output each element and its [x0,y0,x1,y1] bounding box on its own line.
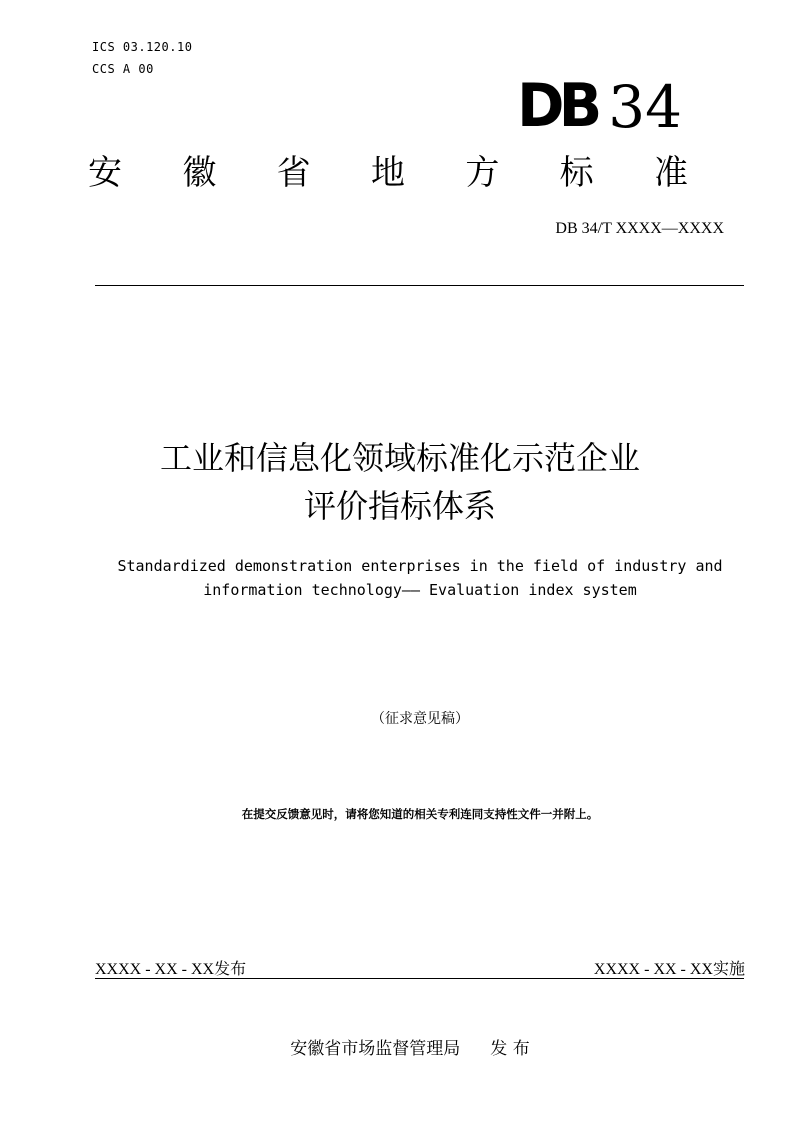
english-title-line2: information technology—— Evaluation index system [203,581,637,599]
top-divider [95,285,744,286]
standard-type-char: 准 [653,153,688,193]
logo-letters: DB [516,71,597,141]
issuer-name: 安徽省市场监督管理局 [290,1039,461,1059]
patent-notice: 在提交反馈意见时，请将您知道的相关专利连同支持性文件一并附上。 [241,807,599,821]
standard-type-char: 安 [88,153,122,193]
db34-logo [515,71,682,141]
chinese-title-line1: 工业和信息化领域标准化示范企业 [159,439,640,477]
standard-type-char: 省 [276,153,311,193]
issuer-line [0,1034,800,1059]
chinese-title-line2: 评价指标体系 [303,487,496,525]
standard-type-char: 徽 [182,153,217,193]
standard-type-char: 方 [465,153,500,193]
standard-type-char: 标 [559,153,594,193]
english-title-line1: Standardized demonstration enterprises in the field of industry and [117,557,723,575]
ccs-code: CCS A 00 [92,62,154,76]
standard-type-heading [88,153,688,193]
implement-date: XXXX - XX - XX实施 [593,961,745,978]
bottom-divider [95,978,744,979]
ics-code: ICS 03.120.10 [92,40,193,54]
issue-word: 发 布 [490,1039,530,1059]
draft-label: （征求意见稿） [371,711,469,727]
standard-type-char: 地 [370,153,405,193]
logo-number: 34 [608,73,682,141]
standard-code: DB 34/T XXXX—XXXX [555,220,724,237]
publish-date: XXXX - XX - XX发布 [95,961,247,978]
